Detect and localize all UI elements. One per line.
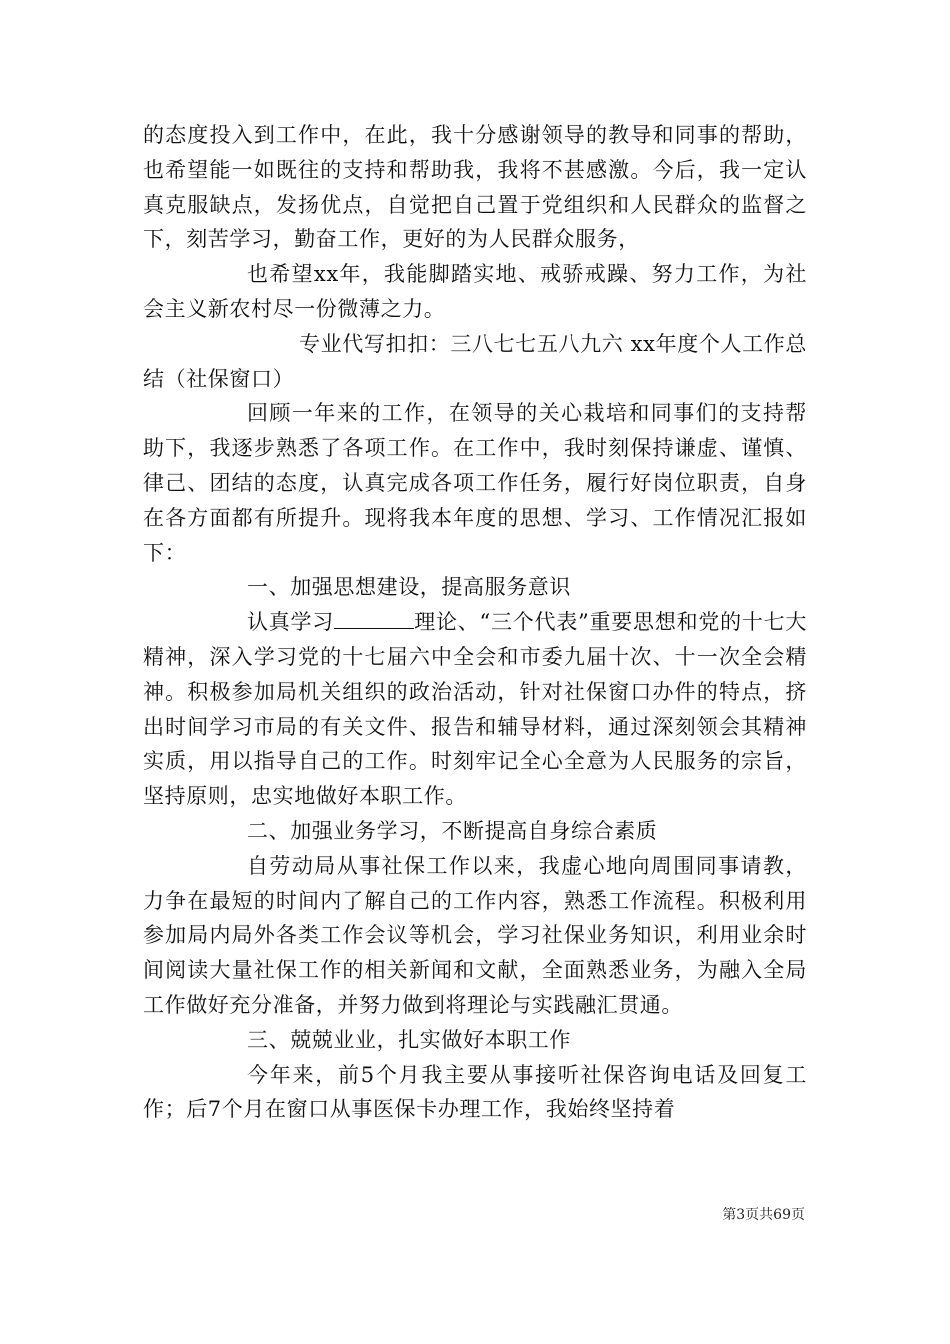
page-number-footer: 第3页共69页 xyxy=(722,1207,805,1223)
paragraph-review: 回顾一年来的工作，在领导的关心栽培和同事们的支持帮助下，我逐步熟悉了各项工作。在工作中，我时刻保持谦虚、谨慎、律己、团结的态度，认真完成各项工作任务，履行好岗位职责，自身在各方面都有所提升。现将我本年度的思想、学习、工作情况汇报如下： xyxy=(143,401,807,565)
section-heading-1: 一、加强思想建设，提高服务意识 xyxy=(247,575,571,600)
document-body xyxy=(143,118,807,1127)
paragraph-summary-title: 专业代写扣扣：三八七七五八九六 xx年度个人工作总结（社保窗口） xyxy=(143,331,807,391)
study-text-after: 理论、“三个代表”重要思想和党的十七大精神，深入学习党的十七届六中全会和市委九届十次、十一次全会精神。积极参加局机关组织的政治活动，针对社保窗口办件的特点，挤出时间学习市局的有关文件、报告和辅导材料，通过深刻领会其精神实质，用以指导自己的工作。时刻牢记全心全意为人民服务的宗旨，坚持原则，忠实地做好本职工作。 xyxy=(143,610,807,809)
section-heading-2: 二、加强业务学习，不断提高自身综合素质 xyxy=(247,818,658,843)
paragraph-study-theory xyxy=(143,605,807,814)
paragraph-work-duties: 今年来，前5个月我主要从事接听社保咨询电话及回复工作；后7个月在窗口从事医保卡办理工作，我始终坚持着 xyxy=(143,1062,807,1122)
blank-underline xyxy=(334,610,414,629)
paragraph-gratitude: 的态度投入到工作中，在此，我十分感谢领导的教导和同事的帮助，也希望能一如既往的支持和帮助我，我将不甚感激。今后，我一定认真克服缺点，发扬优点，自觉把自己置于党组织和人民群众的监督之下，刻苦学习，勤奋工作，更好的为人民群众服务， xyxy=(143,123,807,252)
paragraph-business-study: 自劳动局从事社保工作以来，我虚心地向周围同事请教，力争在最短的时间内了解自己的工作内容，熟悉工作流程。积极利用参加局内局外各类工作会议等机会，学习社保业务知识，利用业余时间阅读大量社保工作的相关新闻和文献，全面熟悉业务，为融入全局工作做好充分准备，并努力做到将理论与实践融汇贯通。 xyxy=(143,853,807,1017)
section-heading-3: 三、兢兢业业，扎实做好本职工作 xyxy=(247,1027,571,1052)
paragraph-hope: 也希望xx年，我能脚踏实地、戒骄戒躁、努力工作，为社会主义新农村尽一份微薄之力。 xyxy=(143,262,807,321)
study-text-before: 认真学习 xyxy=(247,610,335,635)
